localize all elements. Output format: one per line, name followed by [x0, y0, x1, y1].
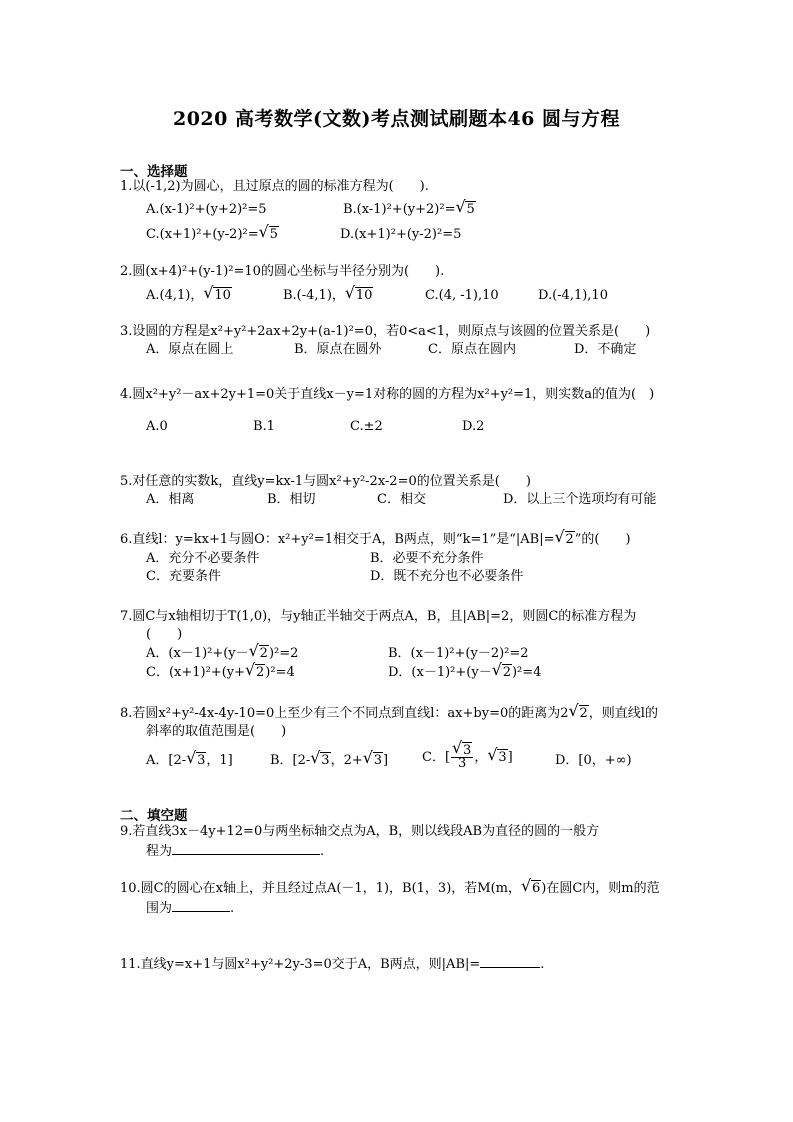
q2-option-a: A.(4,1)，√ 10	[146, 287, 232, 305]
q1-stem: 1.以(-1,2)为圆心，且过原点的圆的标准方程为( ).	[120, 179, 429, 194]
q10-answer-line: 围为 .	[146, 901, 235, 916]
sqrt-icon: √ 3	[364, 752, 383, 770]
q8-stem: 8.若圆x²+y²-4x-4y-10=0上至少有三个不同点到直线l：ax+by=0的距离为2√ 2，则直线l的	[120, 705, 658, 723]
q4-option-c: C.±2	[350, 419, 383, 434]
answer-blank[interactable]	[172, 842, 320, 855]
sqrt-icon: √ 6	[522, 880, 541, 898]
q2-stem: 2.圆(x+4)²+(y-1)²=10的圆心坐标与半径分别为( ).	[120, 264, 445, 279]
q5-stem: 5.对任意的实数k，直线y=kx-1与圆x²+y²-2x-2=0的位置关系是( )	[120, 474, 531, 489]
sqrt-icon: √ 3	[453, 745, 472, 757]
fraction: √ $\frac{3}{3}$	[451, 745, 473, 770]
q2-option-d: D.(-4,1),10	[538, 288, 608, 303]
q1-option-b: B.(x-1)²+(y+2)²=√ 5	[343, 201, 476, 219]
page-title: 2020 高考数学(文数)考点测试刷题本46 圆与方程	[172, 108, 621, 130]
q2-option-b: B.(-4,1)，√ 10	[283, 287, 373, 305]
sqrt-icon: √ 2	[556, 531, 575, 549]
q1-option-c: C.(x+1)²+(y-2)²=√ 5	[146, 226, 279, 244]
sqrt-icon: √ 3	[488, 751, 507, 765]
q11-stem: 11.直线y=x+1与圆x²+y²+2y-3=0交于A，B两点，则|AB|= .	[120, 957, 545, 972]
sqrt-icon: √ 10	[346, 287, 374, 305]
q7-option-a: A．(x－1)²+(y－√ 2)²=2	[146, 645, 298, 663]
q9-answer-line: 程为 .	[146, 844, 325, 859]
q3-option-c: C．原点在圆内	[428, 342, 516, 357]
q7-stem: 7.圆C与x轴相切于T(1,0)，与y轴正半轴交于两点A，B，且|AB|=2，则圆C的标准方程为	[120, 609, 637, 624]
q3-option-d: D．不确定	[574, 342, 637, 357]
sqrt-icon: √ 2	[570, 705, 589, 723]
q3-stem: 3.设圆的方程是x²+y²+2ax+2y+(a-1)²=0，若0<a<1，则原点与该圆的位置关系是( )	[120, 324, 651, 339]
sqrt-icon: √ 5	[456, 201, 475, 219]
q9-stem: 9.若直线3x－4y+12=0与两坐标轴交点为A，B，则以线段AB为直径的圆的一般方	[120, 824, 600, 839]
sqrt-icon: √ 10	[204, 287, 232, 305]
sqrt-icon: √ 2	[250, 645, 269, 663]
q4-stem: 4.圆x²+y²－ax+2y+1=0关于直线x－y=1对称的圆的方程为x²+y²=1，则实数a的值为( )	[120, 387, 655, 402]
q5-option-d: D．以上三个选项均有可能	[503, 492, 657, 507]
answer-blank[interactable]	[480, 955, 540, 968]
q3-option-b: B．原点在圆外	[294, 342, 382, 357]
q7-option-d: D．(x－1)²+(y－√ 2)²=4	[388, 664, 541, 682]
sqrt-icon: √ 3	[187, 752, 206, 770]
q8-stem-line2: 斜率的取值范围是( )	[146, 724, 287, 739]
q6-stem: 6.直线l：y=kx+1与圆O：x²+y²=1相交于A，B两点，则“k=1”是“|AB|=√ 2”的( )	[120, 531, 631, 549]
sqrt-icon: √ 2	[246, 664, 265, 682]
q2-option-c: C.(4, -1),10	[425, 288, 499, 303]
q7-stem-bracket: ( )	[146, 627, 183, 642]
q8-option-b: B．[2-√ 3，2+√ 3]	[270, 752, 388, 770]
q1-option-a: A.(x-1)²+(y+2)²=5	[146, 202, 267, 217]
sqrt-icon: √ 5	[260, 226, 279, 244]
q5-option-b: B．相切	[267, 492, 316, 507]
q8-option-c: C．[ √ $\frac{3}{3}$ ，√ 3]	[422, 745, 513, 770]
q8-option-a: A．[2-√ 3，1]	[146, 752, 233, 770]
q1-option-d: D.(x+1)²+(y-2)²=5	[340, 227, 462, 242]
q3-option-a: A．原点在圆上	[146, 342, 234, 357]
q7-option-b: B．(x－1)²+(y－2)²=2	[388, 646, 529, 661]
sqrt-icon: √ 3	[311, 752, 330, 770]
q7-option-c: C．(x+1)²+(y+√ 2)²=4	[146, 664, 295, 682]
q6-option-a: A．充分不必要条件	[146, 551, 260, 566]
q6-option-d: D．既不充分也不必要条件	[370, 569, 524, 584]
sqrt-icon: √ 2	[493, 664, 512, 682]
q10-stem: 10.圆C的圆心在x轴上，并且经过点A(－1，1)，B(1，3)，若M(m，√ 6)在圆C内，则m的范	[120, 880, 660, 898]
q6-option-c: C．充要条件	[146, 569, 221, 584]
q4-option-d: D.2	[462, 419, 485, 434]
q5-option-a: A．相离	[146, 492, 195, 507]
section-choice-heading: 一、选择题	[120, 164, 188, 180]
q5-option-c: C．相交	[377, 492, 426, 507]
answer-blank[interactable]	[172, 899, 230, 912]
q8-option-d: D．[0，+∞)	[555, 753, 632, 768]
q6-option-b: B．必要不充分条件	[370, 551, 484, 566]
q4-option-a: A.0	[146, 419, 168, 434]
section-fill-heading: 二、填空题	[120, 808, 188, 824]
q4-option-b: B.1	[253, 419, 275, 434]
